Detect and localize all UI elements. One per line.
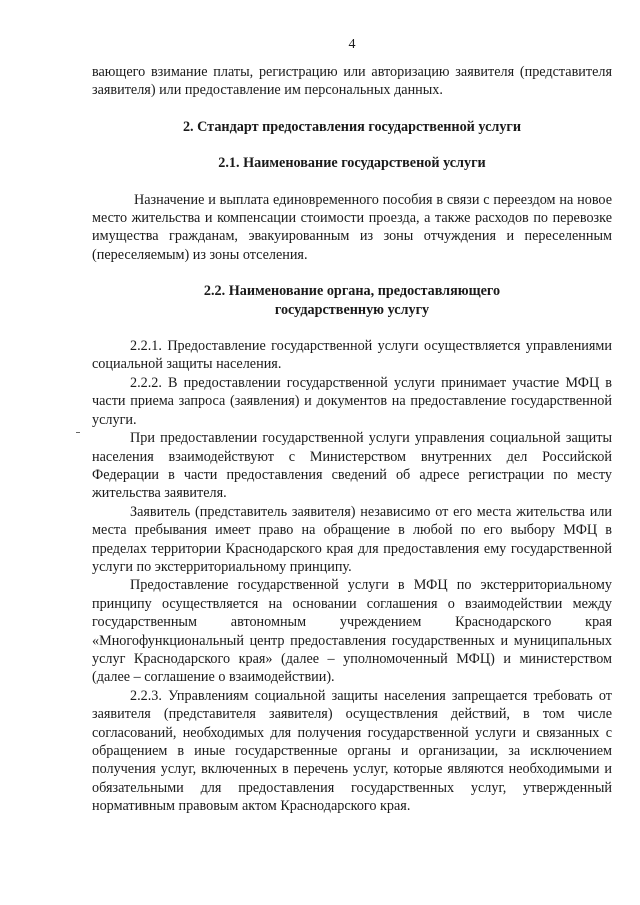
paragraph-2-2-1: 2.2.1. Предоставление государственной услуги осуществляется управлениями социальной защиты населения.	[92, 338, 612, 373]
paragraph-mvd-interaction: При предоставлении государственной услуги управления социальной защиты населения взаимодействуют с Министерством внутренних дел Российской Федерации в части предоставления сведений об адресе регистрации по месту жительства заявителя.	[92, 430, 612, 502]
paragraph-extraterritorial-agreement: Предоставление государственной услуги в МФЦ по экстерриториальному принципу осуществляется на основании соглашения о взаимодействии между государственным автономным учреждением Краснодарского края «Многофункциональный центр предоставления государственных и муниципальных услуг Краснодарского края» (далее – уполномоченный МФЦ) и министерством (далее – соглашение о взаимодействии).	[92, 577, 612, 686]
intro-paragraph: вающего взимание платы, регистрацию или авторизацию заявителя (представителя заявителя) или предоставление им персональных данных.	[92, 64, 612, 99]
page-number: 4	[348, 37, 356, 52]
paragraph-2-2-3: 2.2.3. Управлениям социальной защиты населения запрещается требовать от заявителя (представителя заявителя) осуществления действий, в том числе согласований, необходимых для получения государственной услуги и связанных с обращением в иные государственные органы и организации, за исключением получения услуг, включенных в перечень услуг, которые являются необходимыми и обязательными для предоставления государственных услуг, утвержденный нормативным правовым актом Краснодарского края.	[92, 687, 612, 815]
paragraph-extraterritorial-right: Заявитель (представитель заявителя) независимо от его места жительства или места пребывания имеет право на обращение в любой по его выбору МФЦ в пределах территории Краснодарского края для предоставления ему государственной услуги по экстерриториальному принципу.	[92, 503, 612, 575]
subsection-2-1-title: 2.1. Наименование государственой услуги	[218, 155, 486, 172]
paragraph-2-2-2: 2.2.2. В предоставлении государственной услуги принимает участие МФЦ в части приема запроса (заявления) и документов на предоставление государственной услуги.	[92, 374, 612, 428]
subsection-2-1-paragraph: Назначение и выплата единовременного пособия в связи с переездом на новое место жительства и компенсации стоимости проезда, а также расходов по перевозке имущества гражданам, эвакуированным из зоны отчуждения и переселенным (переселяемым) из зоны отселения.	[92, 191, 612, 263]
subsection-2-2-title-line2: государственную услугу	[274, 301, 430, 318]
margin-mark	[76, 432, 80, 433]
section-2-title: 2. Стандарт предоставления государственной услуги	[182, 118, 522, 135]
subsection-2-2-title-line1: 2.2. Наименование органа, предоставляющего	[203, 283, 501, 300]
